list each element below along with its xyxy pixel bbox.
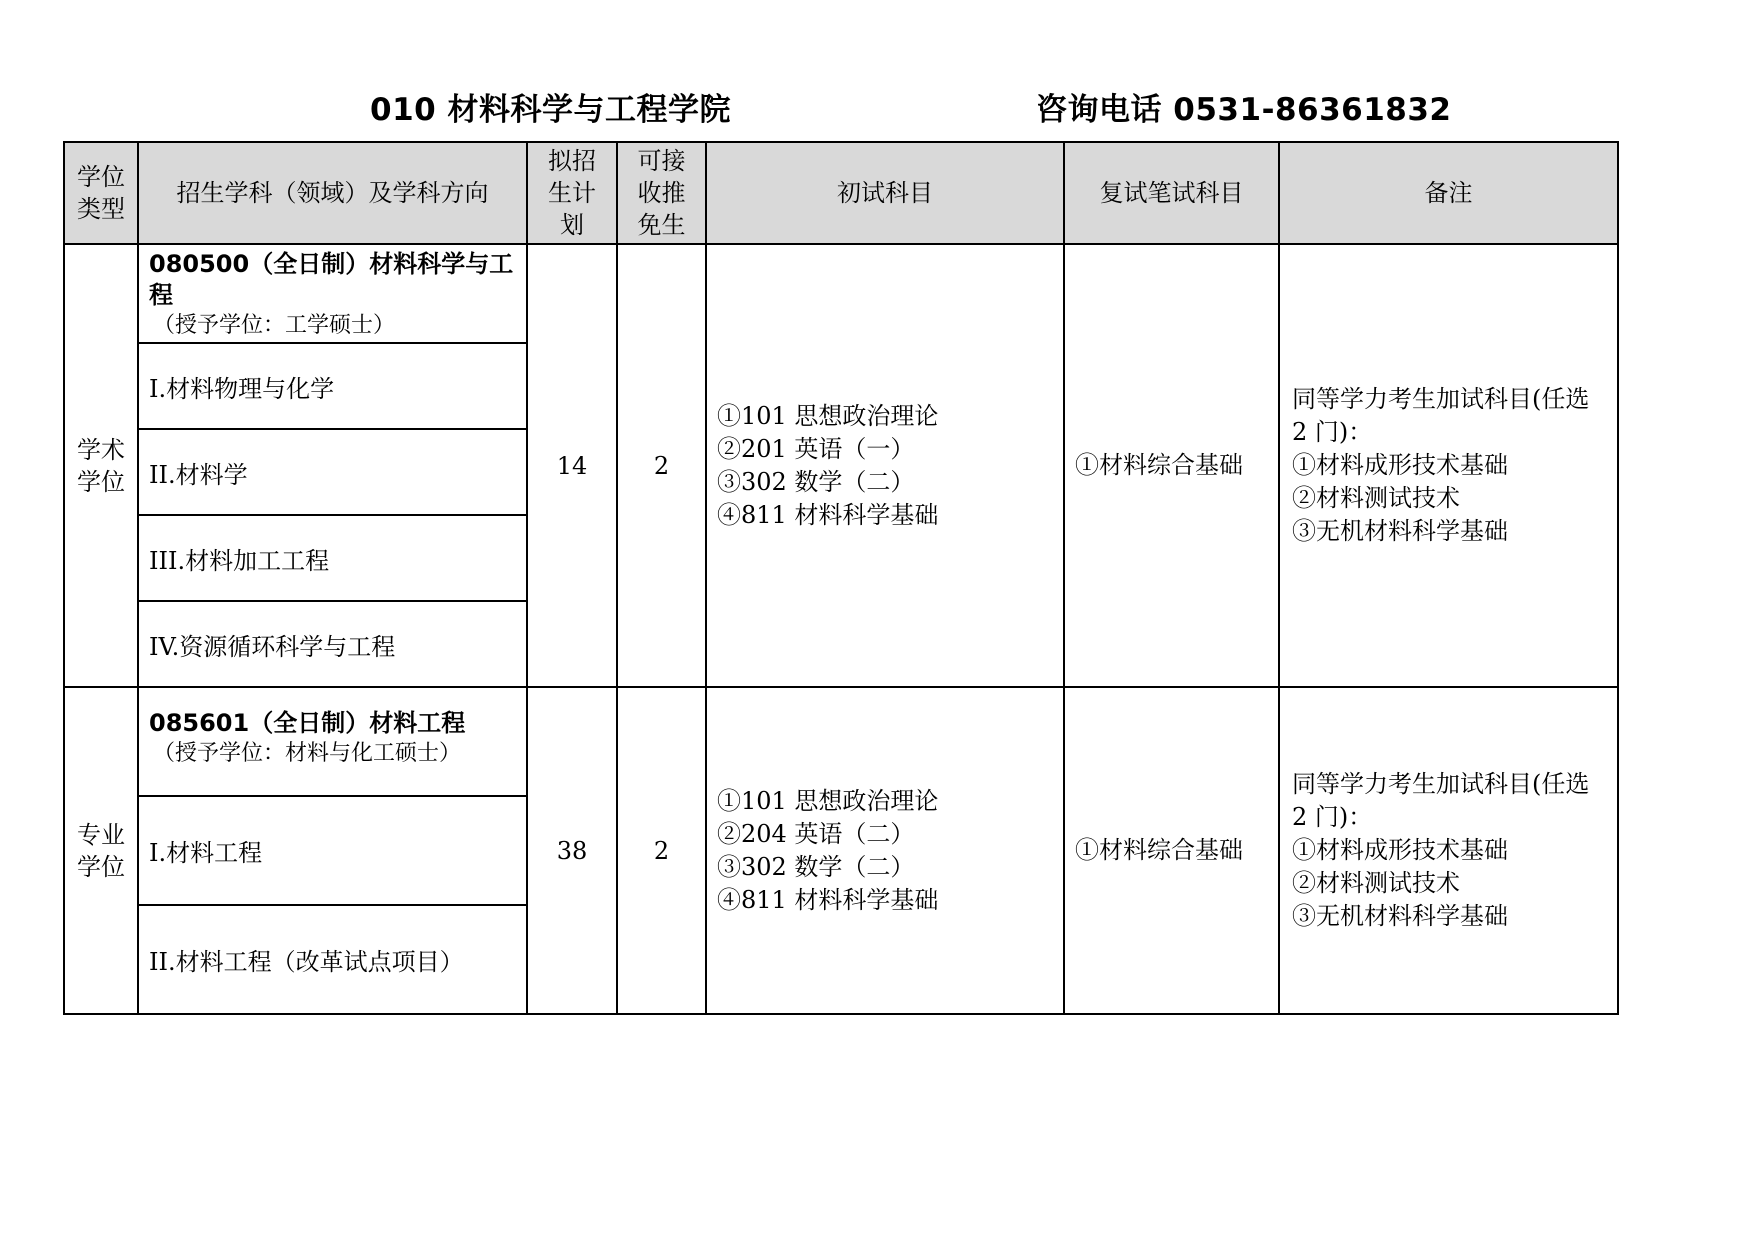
- exam-subjects-cell: [706, 244, 1064, 687]
- header-discipline: 招生学科（领域）及学科方向: [138, 142, 527, 244]
- degree-type-cell: 学术学位: [64, 244, 138, 687]
- degree-awarded: （授予学位：材料与化工硕士）: [153, 741, 462, 766]
- list-item: ①101 思想政治理论: [717, 786, 939, 815]
- list-item: ①101 思想政治理论: [717, 401, 939, 430]
- header-plan: 拟招生计划: [527, 142, 617, 244]
- direction-cell: II.材料工程（改革试点项目）: [138, 905, 527, 1014]
- list-item: ②材料测试技术: [1292, 484, 1460, 512]
- direction-cell: II.材料学: [138, 429, 527, 515]
- direction-cell: IV.资源循环科学与工程: [138, 601, 527, 687]
- remark-cell: [1279, 244, 1618, 687]
- exempt-cell: 2: [617, 687, 706, 1014]
- header-exam: 初试科目: [706, 142, 1064, 244]
- list-item: 2 门)：: [1292, 803, 1373, 831]
- list-item: ②材料测试技术: [1292, 869, 1460, 897]
- major-code: 080500（全日制）材料科学与工程: [149, 250, 514, 309]
- list-item: 同等学力考生加试科目(任选: [1292, 385, 1590, 413]
- phone-number: 咨询电话 0531-86361832: [1036, 92, 1452, 128]
- list-item: ④811 材料科学基础: [717, 885, 939, 914]
- list-item: ④811 材料科学基础: [717, 500, 939, 529]
- list-item: ②204 英语（二）: [717, 819, 915, 848]
- major-cell: [138, 687, 527, 796]
- retest-subject-cell: ①材料综合基础: [1064, 244, 1279, 687]
- header-row: [64, 142, 1618, 244]
- header-retest: 复试笔试科目: [1064, 142, 1279, 244]
- list-item: ③302 数学（二）: [717, 852, 915, 881]
- exam-subjects-cell: [706, 687, 1064, 1014]
- list-item: 同等学力考生加试科目(任选: [1292, 770, 1590, 798]
- plan-cell: 14: [527, 244, 617, 687]
- retest-subject-cell: ①材料综合基础: [1064, 687, 1279, 1014]
- degree-awarded: （授予学位：工学硕士）: [153, 313, 396, 338]
- admission-table: [63, 141, 1619, 1015]
- major-code: 085601（全日制）材料工程: [149, 709, 466, 737]
- header-exempt: 可接收推免生: [617, 142, 706, 244]
- header-degree-type: 学位类型: [64, 142, 138, 244]
- table-row: [64, 244, 1618, 343]
- college-title: 010 材料科学与工程学院: [370, 92, 732, 128]
- list-item: ①材料成形技术基础: [1292, 451, 1508, 479]
- exempt-cell: 2: [617, 244, 706, 687]
- direction-cell: III.材料加工工程: [138, 515, 527, 601]
- direction-cell: I.材料物理与化学: [138, 343, 527, 429]
- degree-type-cell: 专业学位: [64, 687, 138, 1014]
- list-item: ①材料成形技术基础: [1292, 836, 1508, 864]
- header-remark: 备注: [1279, 142, 1618, 244]
- list-item: ③无机材料科学基础: [1292, 517, 1508, 545]
- remark-cell: [1279, 687, 1618, 1014]
- list-item: 2 门)：: [1292, 418, 1373, 446]
- table-row: [64, 687, 1618, 796]
- list-item: ②201 英语（一）: [717, 434, 915, 463]
- major-cell: [138, 244, 527, 343]
- list-item: ③无机材料科学基础: [1292, 902, 1508, 930]
- list-item: ③302 数学（二）: [717, 467, 915, 496]
- plan-cell: 38: [527, 687, 617, 1014]
- direction-cell: I.材料工程: [138, 796, 527, 905]
